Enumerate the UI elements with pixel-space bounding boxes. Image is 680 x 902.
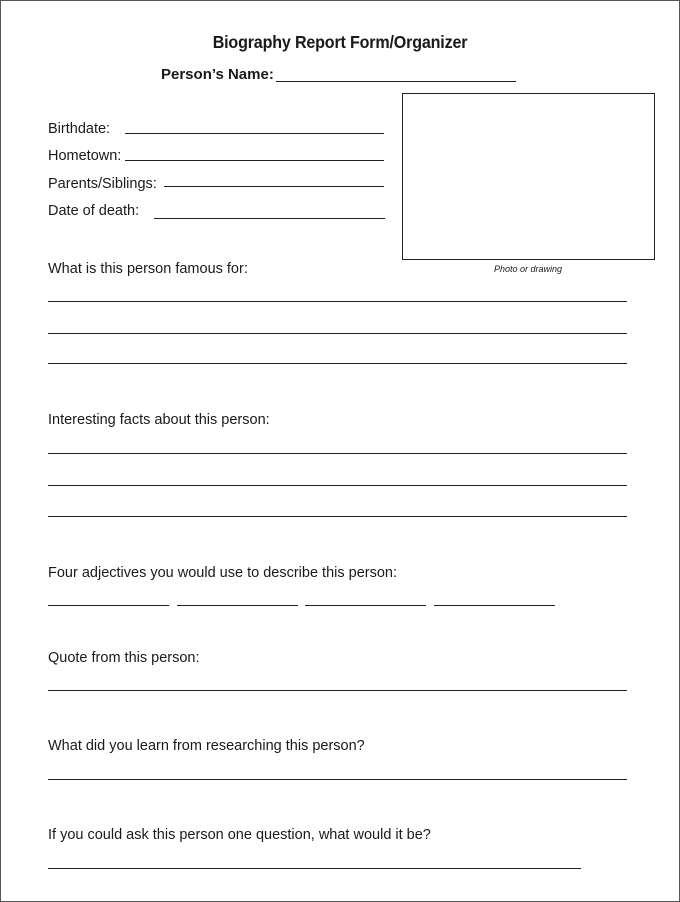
adjectives-question: Four adjectives you would use to describe this person: (48, 565, 397, 581)
parents-siblings-label: Parents/Siblings: (48, 176, 157, 192)
famous-for-line-3[interactable] (48, 363, 627, 364)
famous-for-line-2[interactable] (48, 333, 627, 334)
adjective-line-2[interactable] (177, 605, 298, 606)
form-title: Biography Report Form/Organizer (212, 32, 468, 52)
photo-box[interactable] (402, 93, 655, 260)
interesting-facts-line-2[interactable] (48, 485, 627, 486)
learned-question: What did you learn from researching this person? (48, 738, 365, 754)
parents-siblings-line[interactable] (164, 186, 384, 187)
famous-for-line-1[interactable] (48, 301, 627, 302)
quote-question: Quote from this person: (48, 650, 200, 666)
hometown-line[interactable] (125, 160, 384, 161)
date-of-death-line[interactable] (154, 218, 385, 219)
adjective-line-1[interactable] (48, 605, 169, 606)
adjective-line-4[interactable] (434, 605, 555, 606)
birthdate-line[interactable] (125, 133, 384, 134)
quote-line[interactable] (48, 690, 627, 691)
interesting-facts-line-1[interactable] (48, 453, 627, 454)
hometown-label: Hometown: (48, 148, 122, 164)
date-of-death-label: Date of death: (48, 203, 140, 219)
birthdate-label: Birthdate: (48, 121, 111, 137)
one-question-question: If you could ask this person one question, what would it be? (48, 827, 431, 843)
adjective-line-3[interactable] (305, 605, 426, 606)
persons-name-label: Person’s Name: (161, 66, 274, 83)
famous-for-question: What is this person famous for: (48, 261, 248, 277)
persons-name-line[interactable] (276, 81, 516, 82)
learned-line[interactable] (48, 779, 627, 780)
interesting-facts-question: Interesting facts about this person: (48, 412, 270, 428)
one-question-line[interactable] (48, 868, 581, 869)
photo-caption: Photo or drawing (493, 264, 563, 274)
interesting-facts-line-3[interactable] (48, 516, 627, 517)
